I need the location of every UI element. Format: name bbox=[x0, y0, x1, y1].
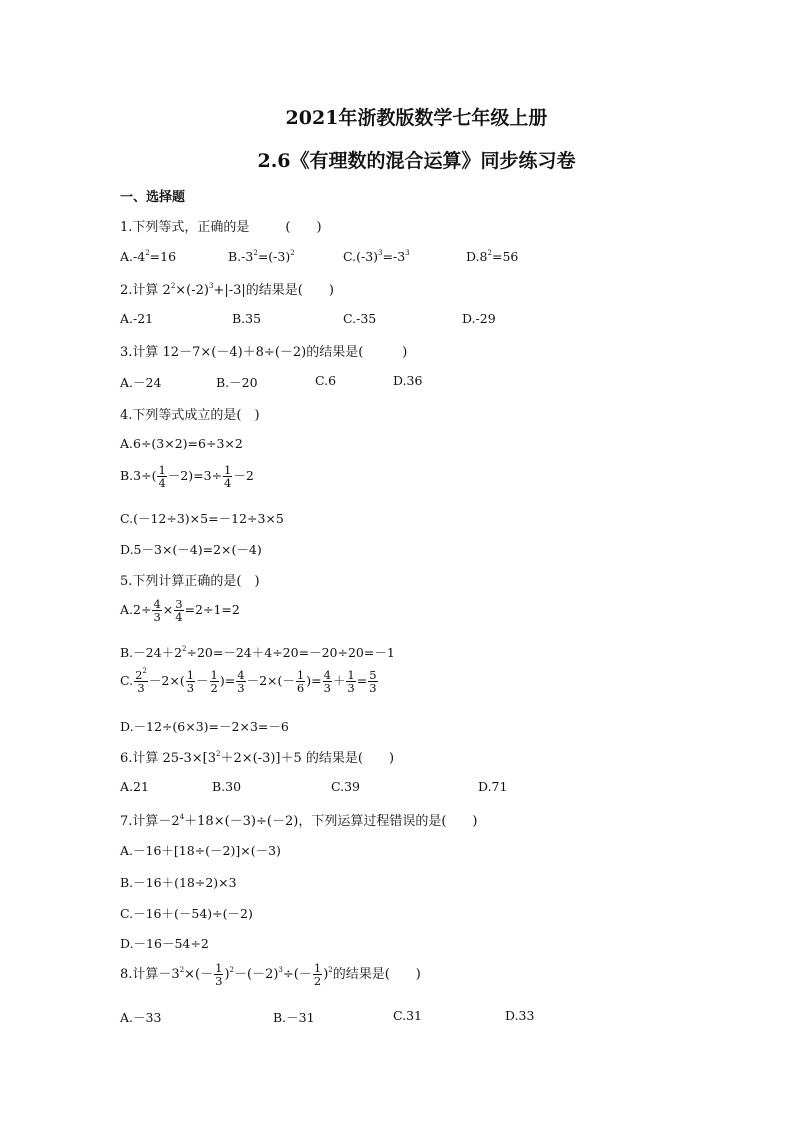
question-7-option-c: C.－16＋(－54)÷(－2) bbox=[120, 906, 253, 921]
question-2-option-b: B.35 bbox=[232, 311, 262, 326]
question-3-option-d: D.36 bbox=[393, 373, 423, 388]
question-6-option-b: B.30 bbox=[212, 779, 242, 794]
question-4-option-b: B.3÷( $\frac{1}{4}$ －2)=3÷ $\frac{1}{4}$ －2 bbox=[120, 463, 254, 491]
fraction: $\frac{1}{4}$ bbox=[158, 463, 166, 491]
question-7-option-d: D.－16－54÷2 bbox=[120, 936, 209, 951]
worksheet-subtitle: 2.6《有理数的混合运算》同步练习卷 bbox=[257, 150, 576, 172]
question-8-option-d: D.33 bbox=[505, 1008, 535, 1023]
worksheet-title: 2021年浙教版数学七年级上册 bbox=[285, 107, 548, 129]
question-5-stem: 5.下列计算正确的是( ) bbox=[120, 574, 260, 589]
question-6-option-a: A.21 bbox=[120, 779, 149, 794]
question-3-option-b: B.－20 bbox=[216, 375, 258, 390]
fraction: $\frac{1}{3}$ bbox=[347, 668, 355, 696]
fraction: $\frac{3}{4}$ bbox=[175, 597, 183, 625]
fraction: $\frac{1}{6}$ bbox=[296, 668, 305, 696]
question-7-option-b: B.－16＋(18÷2)×3 bbox=[120, 875, 237, 890]
fraction: $\frac{5}{3}$ bbox=[369, 668, 377, 696]
question-4-stem: 4.下列等式成立的是( ) bbox=[120, 408, 260, 423]
question-6-option-c: C.39 bbox=[331, 779, 360, 794]
question-7-option-a: A.－16＋[18÷(－2)]×(－3) bbox=[120, 843, 281, 858]
question-5-option-b: $B.-24+2^2\div 20=-24+4\div 20=-20\div 20=-1$ bbox=[120, 645, 395, 660]
answer-blank: ( ) bbox=[285, 220, 322, 235]
fraction: $\frac{1}{3}$ bbox=[186, 668, 195, 696]
question-3-stem: 3.计算 12－7×(－4)＋8÷(－2)的结果是( ) bbox=[120, 345, 408, 360]
fraction: $\frac{1}{2}$ bbox=[313, 961, 322, 989]
question-1-option-a: $A.-4^2=16$ bbox=[120, 249, 177, 264]
question-4-option-d: D.5－3×(－4)=2×(－4) bbox=[120, 542, 262, 557]
question-3-option-c: C.6 bbox=[315, 373, 337, 388]
question-7-stem: 7.计算$-2^4+18\times(-3)\div(-2)$，下列运算过程错误的是( ) bbox=[120, 813, 478, 829]
question-2-option-d: D.-29 bbox=[462, 311, 496, 326]
question-4-option-a: A.6÷(3×2)=6÷3×2 bbox=[120, 436, 243, 451]
fraction: $\frac{1}{2}$ bbox=[210, 668, 218, 696]
question-2-option-a: A.-21 bbox=[120, 311, 154, 326]
fraction: $\frac{4}{3}$ bbox=[323, 668, 331, 696]
fraction: $\frac{1}{3}$ bbox=[215, 961, 223, 989]
fraction: $\frac{4}{3}$ bbox=[237, 668, 245, 696]
question-8-option-a: A.－33 bbox=[120, 1010, 162, 1025]
question-6-stem: 6.计算 $25-3\times[3^2+2\times(-3)]+5$ 的结果是( ) bbox=[120, 750, 395, 766]
question-1-stem: 1.下列等式，正确的是 ( ) bbox=[120, 220, 322, 235]
question-1-option-c: $C.(-3)^3=-3^3$ bbox=[343, 249, 410, 264]
question-1-option-d: $D.8^2=56$ bbox=[466, 249, 519, 264]
question-4-option-c: C.(－12÷3)×5=－12÷3×5 bbox=[120, 511, 284, 526]
question-8-option-b: B.－31 bbox=[273, 1010, 315, 1025]
question-8-stem: 8.计算$-3^2\times(-$ $\frac{1}{3}$ )$^2-(-2)^3\div(-$ $\frac{1}{2}$ )$^2$的结果是( ) bbox=[120, 961, 421, 989]
question-8-option-c: C.31 bbox=[393, 1008, 422, 1023]
section-heading: 一、选择题 bbox=[120, 190, 186, 205]
fraction: $\frac{2^2}{3}$ bbox=[135, 667, 147, 696]
question-5-option-d: D.－12÷(6×3)=－2×3=－6 bbox=[120, 719, 289, 734]
question-5-option-a: A.2÷ $\frac{4}{3}$ × $\frac{3}{4}$ =2÷1=2 bbox=[120, 597, 240, 625]
question-2-option-c: C.-35 bbox=[343, 311, 377, 326]
fraction: $\frac{1}{4}$ bbox=[224, 463, 232, 491]
question-2-stem: 2.计算 $2^2\times(-2)^3+|-3|$的结果是( ) bbox=[120, 282, 334, 298]
question-1-option-b: $B.-3^2=(-3)^2$ bbox=[228, 249, 295, 264]
question-3-option-a: A.－24 bbox=[120, 375, 162, 390]
question-5-option-c: C. $\frac{2^2}{3}$ －2×( $\frac{1}{3}$ － $\frac{1}{2}$ )= $\frac{4}{3}$ －2×(－ $\frac{1}{6}$ )= $\frac{4}{3}$ ＋ $\frac{1}{3}$ = $\frac{5}{3}$ bbox=[120, 667, 377, 696]
fraction: $\frac{4}{3}$ bbox=[153, 597, 161, 625]
question-6-option-d: D.71 bbox=[478, 779, 508, 794]
